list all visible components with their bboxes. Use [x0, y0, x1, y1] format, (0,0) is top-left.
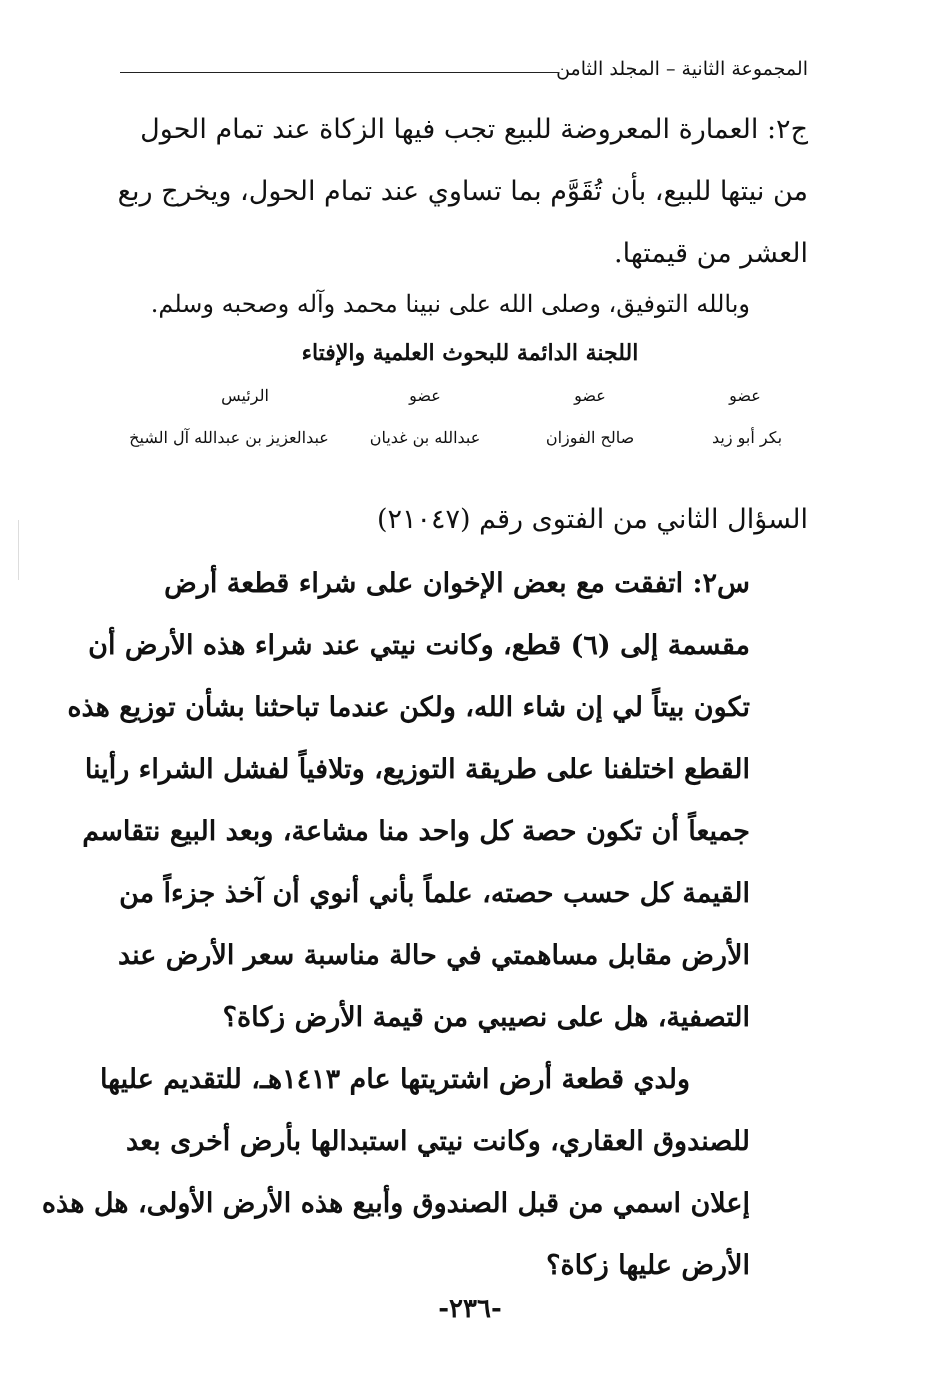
question-part2-line-4: الأرض عليها زكاة؟ — [546, 1250, 750, 1281]
signatory-name-4: عبدالعزيز بن عبدالله آل الشيخ — [129, 428, 329, 447]
signatory-name-2: صالح الفوزان — [545, 428, 635, 447]
signatory-name-1: بكر أبو زيد — [711, 428, 783, 447]
page-number: -٢٣٦- — [438, 1294, 502, 1324]
signatory-role-3: عضو — [409, 386, 441, 405]
question-part2-line-3: إعلان اسمي من قبل الصندوق وأبيع هذه الأرض الأولى، هل هذه — [41, 1188, 750, 1219]
signatory-name-3: عبدالله بن غديان — [369, 428, 481, 447]
question-line-3: تكون بيتاً لي إن شاء الله، ولكن عندما تباحثنا بشأن توزيع هذه — [67, 692, 750, 723]
question-line-4: القطع اختلفنا على طريقة التوزيع، وتلافياً لفشل الشراء رأينا — [84, 754, 750, 785]
signatory-role-4: الرئيس — [221, 386, 269, 405]
running-header — [120, 56, 808, 86]
question-part2-line-1: ولدي قطعة أرض اشتريتها عام ١٤١٣هـ، للتقديم عليها — [99, 1064, 690, 1095]
answer-line-1: ج٢: العمارة المعروضة للبيع تجب فيها الزكاة عند تمام الحول — [140, 114, 808, 145]
scan-margin-mark — [18, 520, 19, 580]
signatory-role-1: عضو — [729, 386, 761, 405]
answer-line-2: من نيتها للبيع، بأن تُقَوَّم بما تساوي عند تمام الحول، ويخرج ربع — [117, 176, 808, 207]
question-line-1: س٢: اتفقت مع بعض الإخوان على شراء قطعة أرض — [164, 568, 750, 599]
header-rule — [120, 72, 558, 73]
question-part2-line-2: للصندوق العقاري، وكانت نيتي استبدالها بأرض أخرى بعد — [125, 1126, 750, 1157]
question-heading: السؤال الثاني من الفتوى رقم (٢١٠٤٧) — [376, 504, 808, 535]
question-line-8: التصفية، هل على نصيبي من قيمة الأرض زكاة؟ — [222, 1002, 750, 1033]
closing-prayer: وبالله التوفيق، وصلى الله على نبينا محمد وآله وصحبه وسلم. — [150, 290, 750, 318]
header-title: المجموعة الثانية – المجلد الثامن — [556, 58, 808, 80]
answer-line-3: العشر من قيمتها. — [614, 238, 808, 269]
committee-title: اللجنة الدائمة للبحوث العلمية والإفتاء — [301, 340, 639, 366]
question-line-5: جميعاً أن تكون حصة كل واحد منا مشاعة، وبعد البيع نتقاسم — [82, 816, 750, 847]
signatory-role-2: عضو — [574, 386, 606, 405]
question-line-6: القيمة كل حسب حصته، علماً بأني أنوي أن آخذ جزءاً من — [119, 878, 750, 909]
question-line-2: مقسمة إلى (٦) قطع، وكانت نيتي عند شراء هذه الأرض أن — [88, 630, 750, 661]
question-line-7: الأرض مقابل مساهمتي في حالة مناسبة سعر الأرض عند — [117, 940, 750, 971]
